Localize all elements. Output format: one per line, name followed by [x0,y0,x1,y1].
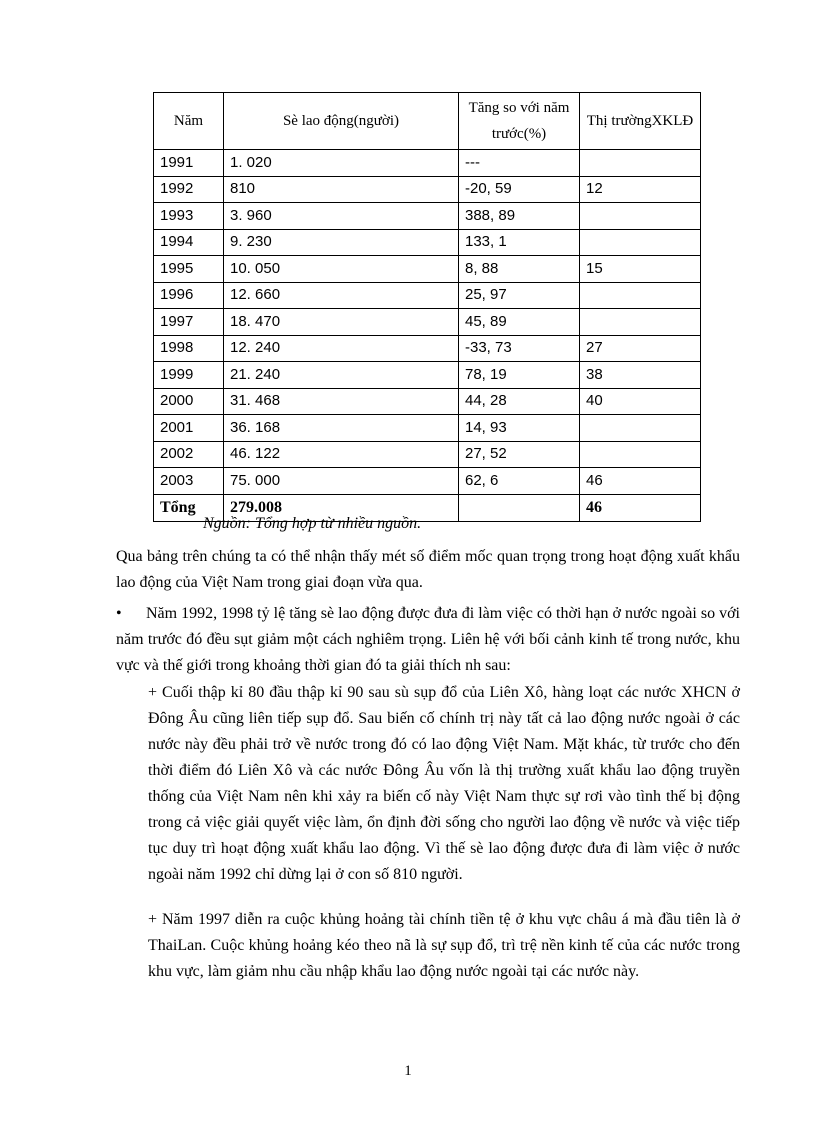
cell-growth: 44, 28 [459,388,580,415]
cell-markets [580,441,701,468]
cell-year: 2000 [154,388,224,415]
bullet-icon: • [116,605,122,622]
table-row [154,362,701,389]
cell-markets: 46 [580,468,701,495]
cell-growth: 8, 88 [459,256,580,283]
total-markets: 46 [580,494,701,521]
cell-workers: 46. 122 [224,441,459,468]
cell-year: 1994 [154,229,224,256]
cell-growth: 133, 1 [459,229,580,256]
total-growth [459,494,580,521]
cell-workers: 1. 020 [224,150,459,177]
header-markets: Thị trườngXKLĐ [580,93,701,150]
cell-markets: 40 [580,388,701,415]
table-header-row [154,93,701,150]
labor-export-table [153,92,701,522]
table-row [154,176,701,203]
intro-paragraph: Qua bảng trên chúng ta có thể nhận thấy mét số điểm mốc quan trọng trong hoạt động xuất khẩu lao động của Việt Nam trong giai đoạn vừa qua. [116,548,740,591]
plus-paragraph-2: + Năm 1997 diễn ra cuộc khủng hoảng tài chính tiền tệ ở khu vực châu á mà đầu tiên là ở ThaiLan. Cuộc khủng hoảng kéo theo nã là sự sụp đổ, trì trệ nền kinh tế của các nước trong khu vực, làm giảm nhu cầu nhập khẩu lao động nước ngoài tại các nước này. [148,911,740,980]
cell-growth: 14, 93 [459,415,580,442]
header-growth: Tăng so với năm trước(%) [459,93,580,150]
table-row [154,468,701,495]
cell-year: 1995 [154,256,224,283]
cell-year: 1993 [154,203,224,230]
cell-markets: 38 [580,362,701,389]
table-row [154,441,701,468]
header-workers: Sè lao động(người) [224,93,459,150]
total-workers: 279.008 [224,494,459,521]
cell-year: 1991 [154,150,224,177]
cell-growth: 27, 52 [459,441,580,468]
table-row [154,256,701,283]
cell-growth: -20, 59 [459,176,580,203]
cell-markets [580,229,701,256]
cell-markets: 12 [580,176,701,203]
cell-workers: 21. 240 [224,362,459,389]
table-row [154,335,701,362]
table-row [154,203,701,230]
cell-year: 1997 [154,309,224,336]
table-row [154,388,701,415]
cell-markets [580,309,701,336]
table-row [154,150,701,177]
cell-year: 1999 [154,362,224,389]
cell-markets [580,150,701,177]
bullet-text: Năm 1992, 1998 tỷ lệ tăng sè lao động được đưa đi làm việc có thời hạn ở nước ngoài so với năm trước đó đều sụt giảm một cách nghiêm trọng. Liên hệ với bối cảnh kinh tế trong nước, khu vực và thế giới trong khoảng thời gian đó ta giải thích nh sau: [116,605,740,674]
cell-growth: 78, 19 [459,362,580,389]
cell-markets [580,203,701,230]
page-number: 1 [404,1063,412,1079]
cell-growth: 45, 89 [459,309,580,336]
cell-markets: 15 [580,256,701,283]
cell-year: 1998 [154,335,224,362]
cell-year: 2002 [154,441,224,468]
cell-year: 2001 [154,415,224,442]
cell-workers: 10. 050 [224,256,459,283]
cell-workers: 9. 230 [224,229,459,256]
cell-workers: 31. 468 [224,388,459,415]
source-note: Nguồn: Tổng hợp từ nhiều nguồn. [203,515,422,532]
table-row [154,309,701,336]
cell-growth: 62, 6 [459,468,580,495]
cell-growth: 25, 97 [459,282,580,309]
cell-growth: 388, 89 [459,203,580,230]
cell-growth: --- [459,150,580,177]
cell-year: 2003 [154,468,224,495]
cell-growth: -33, 73 [459,335,580,362]
cell-markets [580,415,701,442]
table-row [154,415,701,442]
cell-workers: 12. 660 [224,282,459,309]
cell-markets [580,282,701,309]
cell-year: 1996 [154,282,224,309]
table-row [154,229,701,256]
cell-workers: 18. 470 [224,309,459,336]
table-row [154,282,701,309]
total-label: Tổng [154,494,224,521]
cell-workers: 810 [224,176,459,203]
bullet-paragraph [116,601,740,679]
cell-workers: 12. 240 [224,335,459,362]
header-year: Năm [154,93,224,150]
cell-workers: 75. 000 [224,468,459,495]
cell-markets: 27 [580,335,701,362]
cell-year: 1992 [154,176,224,203]
cell-workers: 3. 960 [224,203,459,230]
cell-workers: 36. 168 [224,415,459,442]
plus-paragraph-1: + Cuối thập kỉ 80 đầu thập kỉ 90 sau sù sụp đổ của Liên Xô, hàng loạt các nước XHCN ở Đông Âu cũng liên tiếp sụp đổ. Sau biến cố chính trị này tất cả lao động nước ngoài ở các nước này đều phải trở về nước trong đó có lao động Việt Nam. Mặt khác, từ trước cho đến thời điểm đó Liên Xô và các nước Đông Âu vốn là thị trường xuất khẩu lao động truyền thống của Việt Nam nên khi xảy ra biến cố này Việt Nam thực sự rơi vào tình thế bị động trong cả việc giải quyết việc làm, ổn định đời sống cho người lao động về nước và việc tiếp tục duy trì hoạt động xuất khẩu lao động. Vì thế sè lao động được đưa đi làm việc ở nước ngoài năm 1992 chỉ dừng lại ở con số 810 người. [148,684,740,883]
